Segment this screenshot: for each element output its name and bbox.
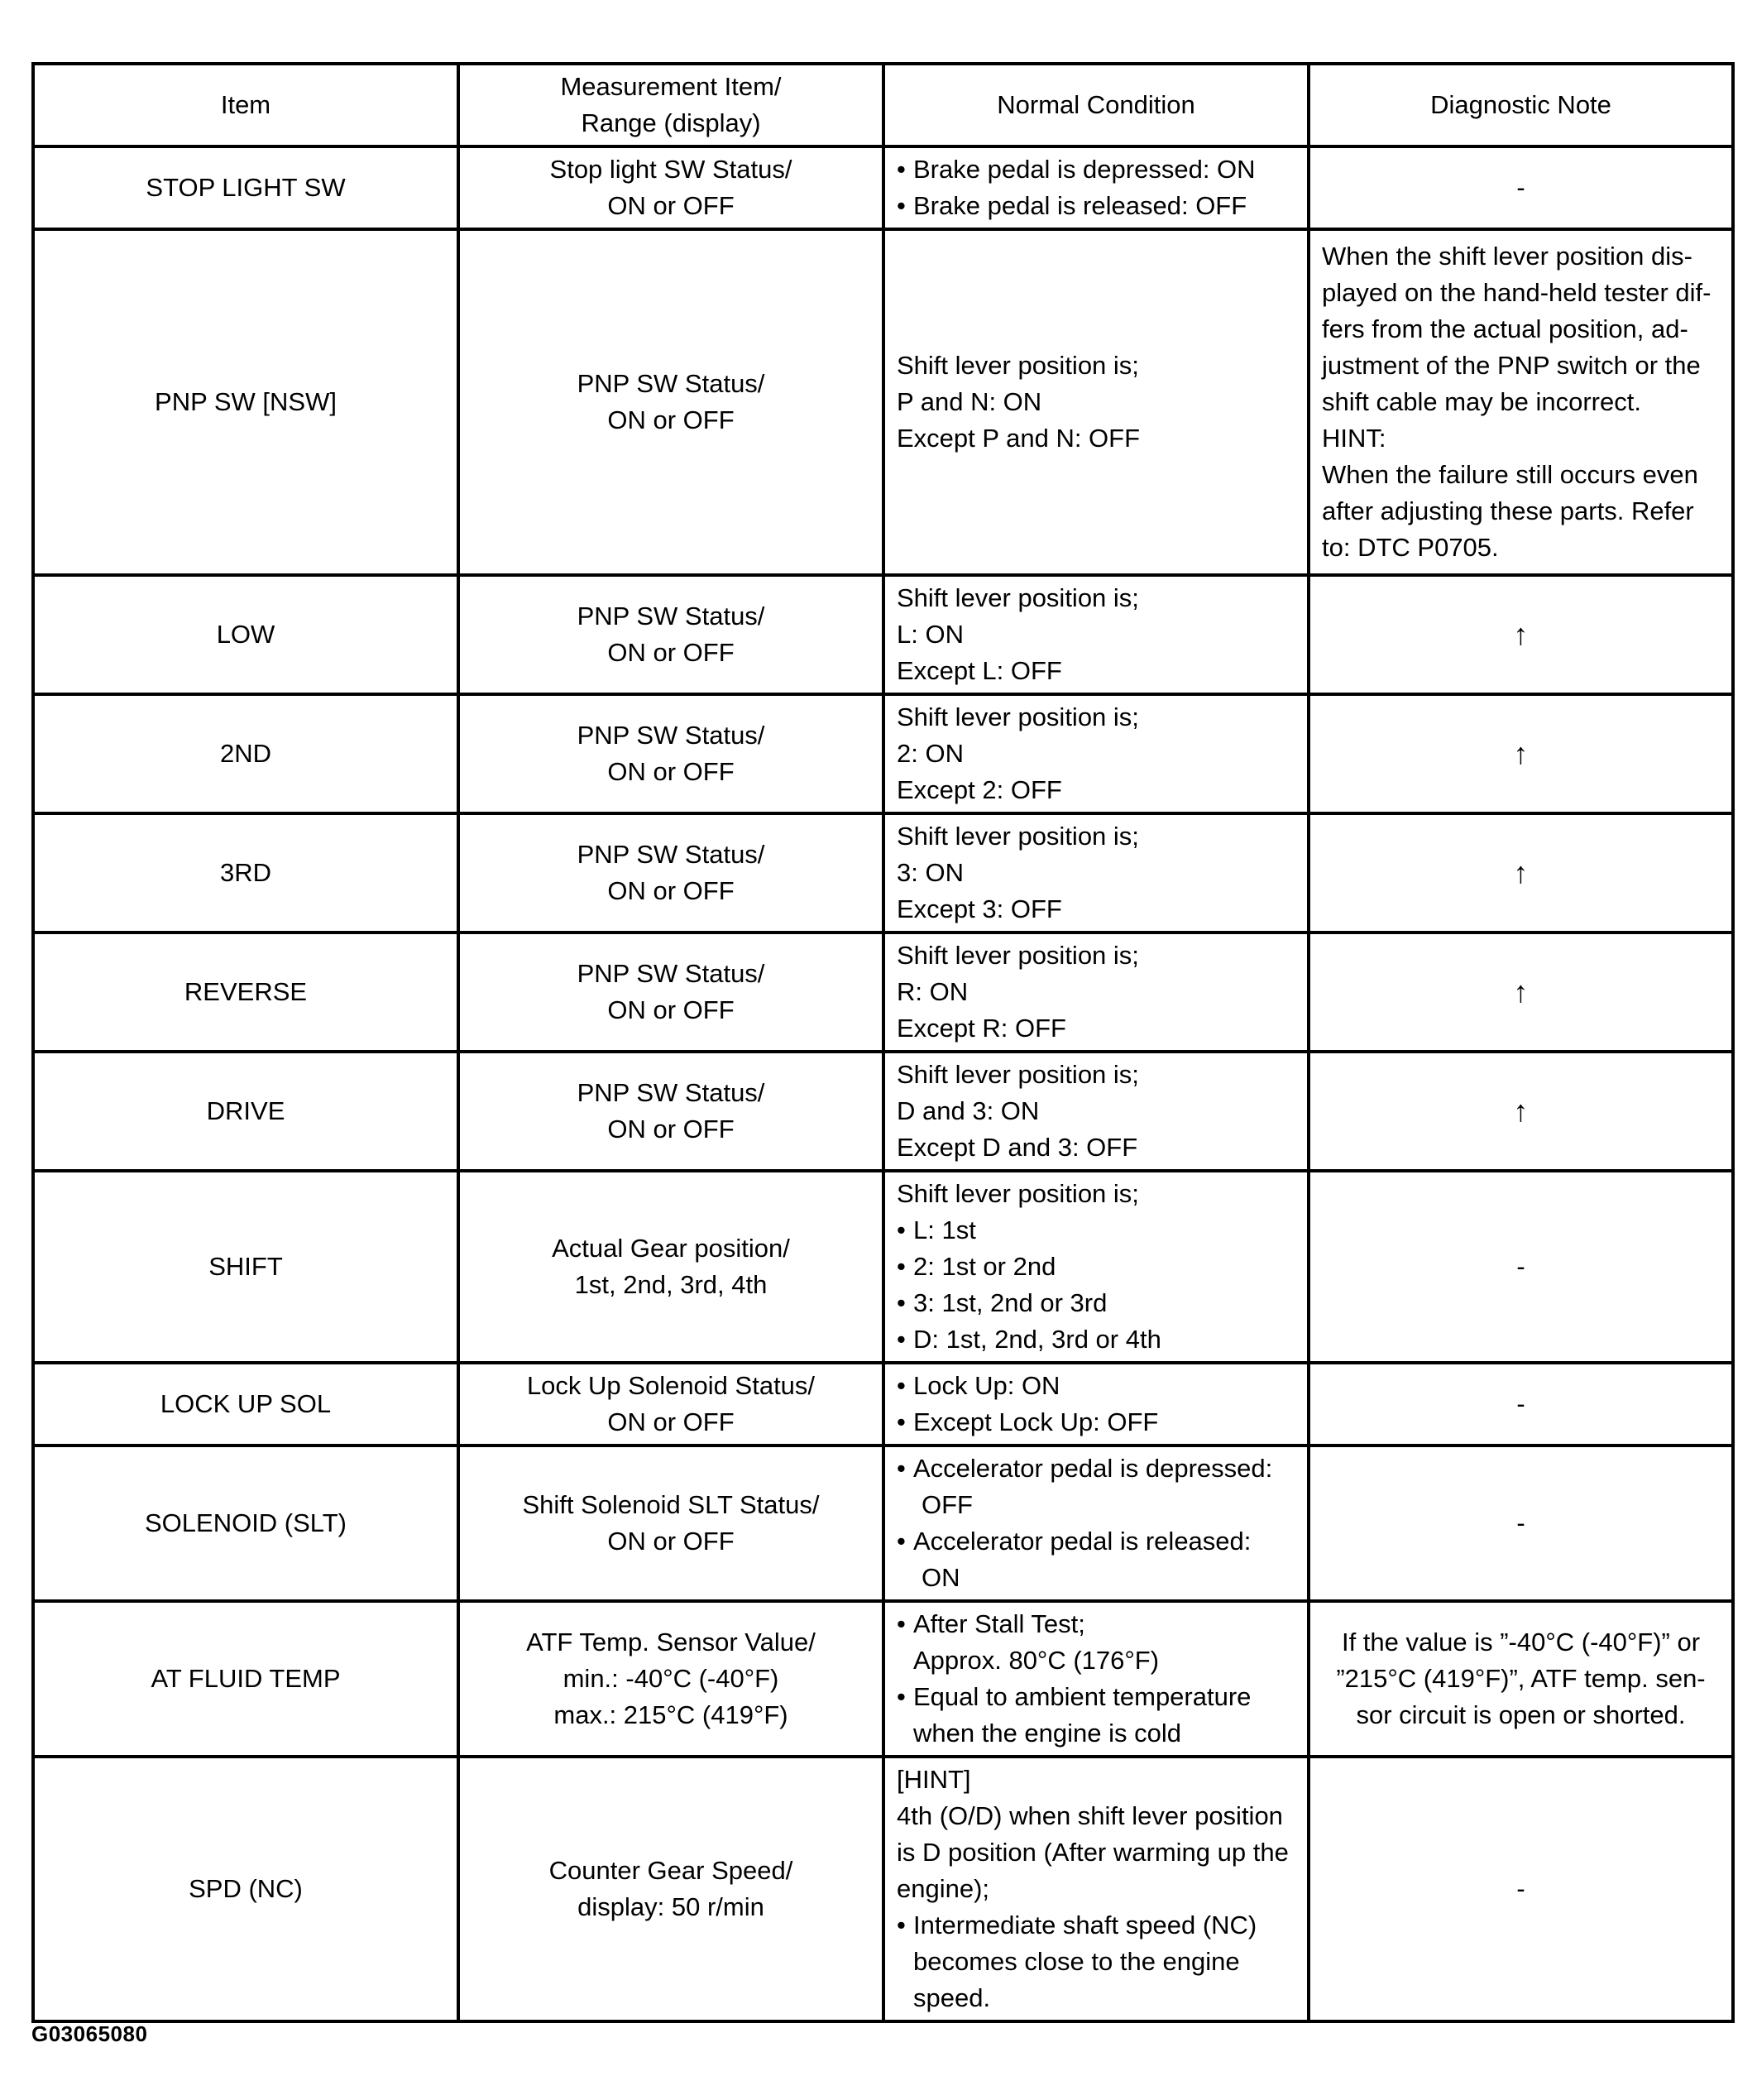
normal-line: Except D and 3: OFF — [897, 1133, 1138, 1162]
normal-cell — [883, 146, 1309, 229]
measurement-line: PNP SW Status/ — [577, 602, 765, 630]
table-row — [33, 1601, 1733, 1757]
table-row — [33, 1757, 1733, 2021]
table-row — [33, 575, 1733, 694]
normal-bullet: • After Stall Test; — [897, 1606, 1295, 1642]
measurement-cell — [458, 229, 883, 575]
measurement-line: ON or OFF — [607, 995, 735, 1024]
measurement-cell — [458, 1601, 883, 1757]
normal-bullet: • Brake pedal is released: OFF — [897, 188, 1295, 224]
measurement-line: PNP SW Status/ — [577, 1078, 765, 1107]
normal-line: Shift lever position is; — [897, 822, 1139, 851]
normal-cell — [883, 1757, 1309, 2021]
normal-bullet: • 3: 1st, 2nd or 3rd — [897, 1285, 1295, 1321]
normal-cell — [883, 1171, 1309, 1363]
normal-bullet: • L: 1st — [897, 1212, 1295, 1249]
normal-line: Approx. 80°C (176°F) — [913, 1646, 1160, 1675]
item-cell: AT FLUID TEMP — [33, 1601, 458, 1757]
normal-line: speed. — [913, 1983, 991, 2012]
normal-line: L: ON — [897, 620, 964, 649]
same-as-above-arrow-icon: ↑ — [1309, 1052, 1733, 1171]
normal-cell — [883, 575, 1309, 694]
note-line: fers from the actual position, ad- — [1322, 314, 1688, 343]
data-list-table — [31, 62, 1735, 2023]
normal-line: Shift lever position is; — [897, 941, 1139, 970]
normal-line: Except 2: OFF — [897, 775, 1062, 804]
normal-line: OFF — [922, 1490, 973, 1519]
measurement-cell — [458, 933, 883, 1052]
note-cell: - — [1309, 1363, 1733, 1446]
normal-line: Except L: OFF — [897, 656, 1062, 685]
table-row — [33, 1171, 1733, 1363]
measurement-line: PNP SW Status/ — [577, 721, 765, 750]
normal-line: becomes close to the engine — [913, 1947, 1240, 1976]
measurement-cell — [458, 694, 883, 813]
measurement-line: min.: -40°C (-40°F) — [563, 1664, 779, 1693]
measurement-line: ATF Temp. Sensor Value/ — [526, 1628, 816, 1657]
measurement-line: ON or OFF — [607, 638, 735, 667]
measurement-line: ON or OFF — [607, 1407, 735, 1436]
item-cell: STOP LIGHT SW — [33, 146, 458, 229]
item-cell: DRIVE — [33, 1052, 458, 1171]
normal-line: R: ON — [897, 977, 969, 1006]
normal-line: Shift lever position is; — [897, 1060, 1139, 1089]
normal-bullet: • Accelerator pedal is depressed: — [897, 1450, 1295, 1487]
measurement-line: Counter Gear Speed/ — [548, 1856, 793, 1885]
header-measurement-line1: Measurement Item/ — [560, 72, 782, 101]
header-measurement — [458, 64, 883, 146]
note-line: When the shift lever position dis- — [1322, 242, 1692, 271]
item-cell: 3RD — [33, 813, 458, 933]
normal-cell — [883, 1052, 1309, 1171]
note-cell: - — [1309, 1171, 1733, 1363]
header-measurement-line2: Range (display) — [581, 108, 761, 137]
table-row — [33, 1052, 1733, 1171]
same-as-above-arrow-icon: ↑ — [1309, 813, 1733, 933]
note-cell: - — [1309, 146, 1733, 229]
note-line: HINT: — [1322, 424, 1386, 453]
note-line: sor circuit is open or shorted. — [1356, 1700, 1686, 1729]
same-as-above-arrow-icon: ↑ — [1309, 575, 1733, 694]
note-line: to: DTC P0705. — [1322, 533, 1499, 562]
normal-line: Except 3: OFF — [897, 894, 1062, 923]
normal-line: Except R: OFF — [897, 1014, 1066, 1043]
figure-id: G03065080 — [31, 2021, 148, 2046]
normal-cell — [883, 813, 1309, 933]
table-row — [33, 1446, 1733, 1601]
header-note: Diagnostic Note — [1309, 64, 1733, 146]
item-cell: REVERSE — [33, 933, 458, 1052]
note-line: When the failure still occurs even — [1322, 460, 1698, 489]
header-normal: Normal Condition — [883, 64, 1309, 146]
normal-line: engine); — [897, 1874, 990, 1903]
item-cell: SPD (NC) — [33, 1757, 458, 2021]
item-cell: LOCK UP SOL — [33, 1363, 458, 1446]
measurement-cell — [458, 1363, 883, 1446]
normal-line: [HINT] — [897, 1765, 971, 1794]
table-row — [33, 229, 1733, 575]
note-cell — [1309, 229, 1733, 575]
measurement-cell — [458, 1757, 883, 2021]
note-line: If the value is ”-40°C (-40°F)” or — [1341, 1628, 1701, 1657]
measurement-line: ON or OFF — [607, 1115, 735, 1143]
normal-cell — [883, 1446, 1309, 1601]
normal-bullet: • Brake pedal is depressed: ON — [897, 151, 1295, 188]
normal-line: 2: ON — [897, 739, 964, 768]
normal-cell — [883, 1363, 1309, 1446]
normal-bullet: • Lock Up: ON — [897, 1368, 1295, 1404]
normal-line: when the engine is cold — [913, 1719, 1182, 1748]
measurement-line: Stop light SW Status/ — [549, 155, 792, 184]
normal-cell — [883, 1601, 1309, 1757]
measurement-line: ON or OFF — [607, 1527, 735, 1556]
measurement-line: Shift Solenoid SLT Status/ — [522, 1490, 820, 1519]
normal-bullet: • Intermediate shaft speed (NC) — [897, 1907, 1295, 1944]
normal-line: D and 3: ON — [897, 1096, 1040, 1125]
normal-line: Shift lever position is; — [897, 583, 1139, 612]
note-cell: - — [1309, 1757, 1733, 2021]
normal-line: Shift lever position is; — [897, 351, 1139, 380]
normal-bullet: • Equal to ambient temperature — [897, 1679, 1295, 1715]
measurement-cell — [458, 1171, 883, 1363]
normal-line: ON — [922, 1563, 960, 1592]
measurement-line: Actual Gear position/ — [552, 1234, 790, 1263]
item-cell: SHIFT — [33, 1171, 458, 1363]
note-line: after adjusting these parts. Refer — [1322, 496, 1694, 525]
note-line: played on the hand-held tester dif- — [1322, 278, 1712, 307]
note-line: shift cable may be incorrect. — [1322, 387, 1641, 416]
normal-line: 4th (O/D) when shift lever position — [897, 1801, 1283, 1830]
normal-line: is D position (After warming up the — [897, 1838, 1289, 1867]
table-row — [33, 146, 1733, 229]
table-row — [33, 1363, 1733, 1446]
measurement-line: ON or OFF — [607, 757, 735, 786]
normal-bullet: • Accelerator pedal is released: — [897, 1523, 1295, 1560]
normal-cell — [883, 229, 1309, 575]
same-as-above-arrow-icon: ↑ — [1309, 933, 1733, 1052]
normal-line: 3: ON — [897, 858, 964, 887]
measurement-cell — [458, 146, 883, 229]
normal-line: Except P and N: OFF — [897, 424, 1141, 453]
note-cell: - — [1309, 1446, 1733, 1601]
measurement-line: PNP SW Status/ — [577, 959, 765, 988]
measurement-line: display: 50 r/min — [577, 1892, 764, 1921]
measurement-cell — [458, 813, 883, 933]
normal-cell — [883, 694, 1309, 813]
measurement-cell — [458, 1052, 883, 1171]
note-line: justment of the PNP switch or the — [1322, 351, 1701, 380]
normal-line: Shift lever position is; — [897, 702, 1139, 731]
measurement-cell — [458, 1446, 883, 1601]
same-as-above-arrow-icon: ↑ — [1309, 694, 1733, 813]
normal-line: P and N: ON — [897, 387, 1042, 416]
header-item: Item — [33, 64, 458, 146]
normal-line: Shift lever position is; — [897, 1179, 1139, 1208]
item-cell: 2ND — [33, 694, 458, 813]
note-cell — [1309, 1601, 1733, 1757]
measurement-line: Lock Up Solenoid Status/ — [526, 1371, 816, 1400]
normal-cell — [883, 933, 1309, 1052]
normal-bullet: • 2: 1st or 2nd — [897, 1249, 1295, 1285]
table-row — [33, 813, 1733, 933]
measurement-cell — [458, 575, 883, 694]
measurement-line: ON or OFF — [607, 405, 735, 434]
normal-bullet: • Except Lock Up: OFF — [897, 1404, 1295, 1441]
measurement-line: ON or OFF — [607, 876, 735, 905]
item-cell: SOLENOID (SLT) — [33, 1446, 458, 1601]
normal-bullet: • D: 1st, 2nd, 3rd or 4th — [897, 1321, 1295, 1358]
measurement-line: PNP SW Status/ — [577, 369, 765, 398]
item-cell: PNP SW [NSW] — [33, 229, 458, 575]
header-row — [33, 64, 1733, 146]
table-row — [33, 694, 1733, 813]
table-row — [33, 933, 1733, 1052]
measurement-line: max.: 215°C (419°F) — [553, 1700, 788, 1729]
item-cell: LOW — [33, 575, 458, 694]
measurement-line: 1st, 2nd, 3rd, 4th — [574, 1270, 768, 1299]
measurement-line: ON or OFF — [607, 191, 735, 220]
note-line: ”215°C (419°F)”, ATF temp. sen- — [1336, 1664, 1706, 1693]
measurement-line: PNP SW Status/ — [577, 840, 765, 869]
